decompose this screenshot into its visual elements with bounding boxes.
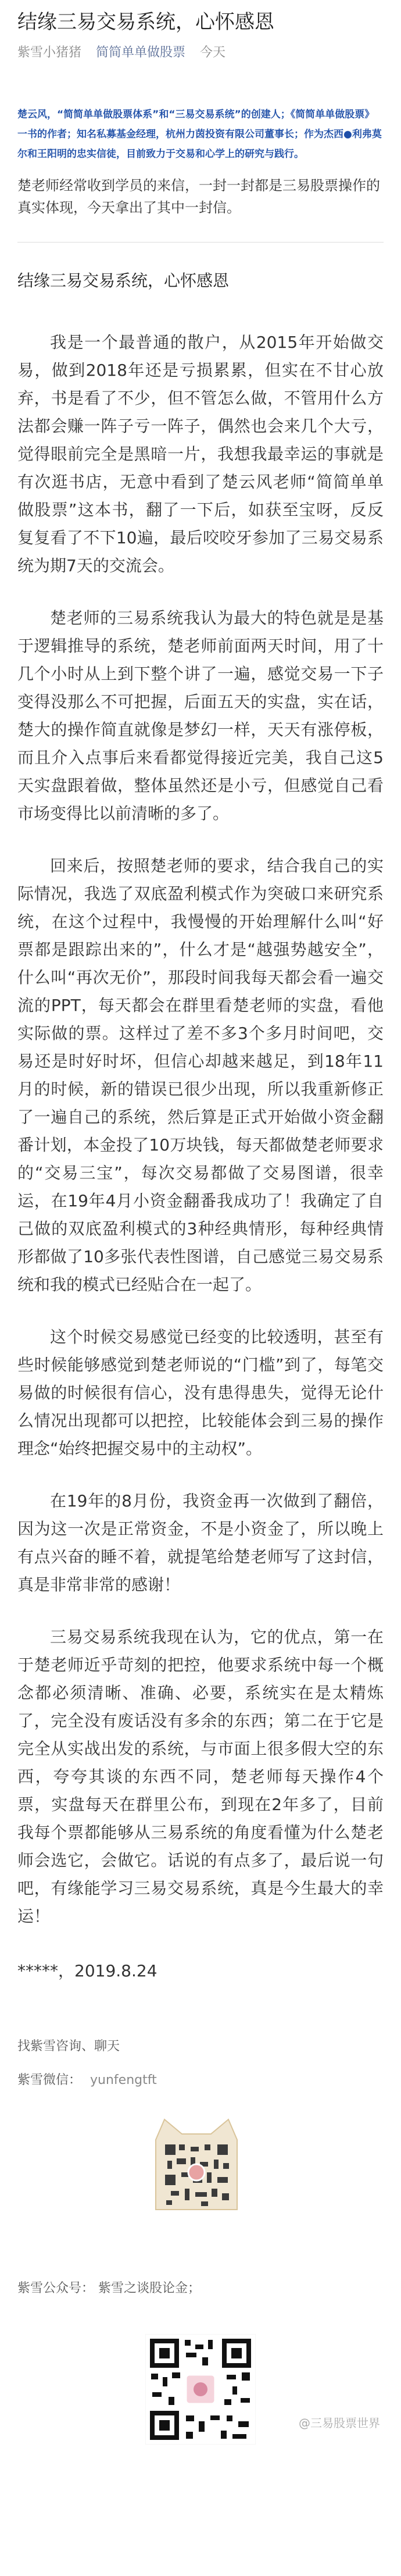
author-name: 紫雪小猪猪	[17, 45, 82, 60]
contact-section	[17, 2035, 384, 2092]
signature: *****，2019.8.24	[17, 1961, 157, 1980]
wechat-label: 紫雪微信：	[17, 2073, 82, 2087]
official-account-qr-code-image	[145, 2334, 256, 2445]
paragraph: 回来后，按照楚老师的要求，结合我自己的实际情况，我选了双底盈利模式作为突破口来研究系统，在这个过程中，我慢慢的开始理解什么叫“好票都是跟踪出来的”，什么才是“越强势越安全”，什么叫“再次无价”，那段时间我每天都会看一遍交流的PPT，每天都会在群里看楚老师的实盘，看他实际做的票。这样过了差不多3个多月时间吧，交易还是时好时坏，但信心却越来越足，到18年11月的时候，新的错误已很少出现，所以我重新修正了一遍自己的系统，然后算是正式开始做小资金翻番计划，本金投了10万块钱，每天都做楚老师要求的“交易三宝”，每次交易都做了交易图谱，很幸运，在19年4月小资金翻番我成功了！我确定了自己做的双底盈利模式的3种经典情形，每种经典情形都做了10多张代表性图谱，自己感觉三易交易系统和我的模式已经贴合在一起了。	[17, 856, 384, 1294]
account-link[interactable]: 简简单单做股票	[96, 45, 186, 60]
paragraph: 三易交易系统我现在认为，它的优点，第一在于楚老师近乎苛刻的把控，他要求系统中每一个概念都必须清晰、准确、必要，系统实在是太精炼了，完全没有废话没有多余的东西；第二在于它是完全从实战出发的系统，与市面上很多假大空的东西，夸夸其谈的东西不同，楚老师每天操作4个票，实盘每天在群里公布，到现在2年多了，目前我每个票都能够从三易系统的角度看懂为什么楚老师会选它，会做它。话说的有点多了，最后说一句吧，有缘能学习三易交易系统，真是今生最大的幸运！	[17, 1627, 384, 1926]
oa-name: 紫雪之谈股论金；	[98, 2281, 201, 2296]
cat-qr-icon	[150, 2117, 243, 2214]
wechat-qr-code-image	[150, 2117, 243, 2214]
contact-line: 找紫雪咨询、聊天	[17, 2039, 120, 2054]
wechat-id: yunfengtft	[90, 2073, 157, 2087]
divider	[17, 242, 384, 243]
author-intro: 楚云风，“简简单单做股票体系”和“三易交易系统”的创建人；《简简单单做股票》一书的作者；知名私募基金经理，杭州力茵投资有限公司董事长；作为杰西●利弗莫尔和王阳明的忠实信徒，目前致力于交易和心学上的研究与践行。	[17, 109, 382, 160]
paragraph: 这个时候交易感觉已经变的比较透明，甚至有些时候能够感觉到楚老师说的“门槛”到了，每笔交易做的时候很有信心，没有患得患失，觉得无论什么情况出现都可以把控，比较能体会到三易的操作理念“始终把握交易中的主动权”。	[17, 1327, 384, 1458]
wechat-line	[17, 2069, 384, 2092]
oa-label: 紫雪公众号：	[17, 2281, 95, 2296]
paragraph: 楚老师的三易系统我认为最大的特色就是是基于逻辑推导的系统，楚老师前面两天时间，用了十几个小时从上到下整个讲了一遍，感觉交易一下子变得没那么不可把握，后面五天的实盘，实在话，楚大的操作简直就像是梦幻一样，天天有涨停板，而且介入点事后来看都觉得接近完美，我自己这5天实盘跟着做，整体虽然还是小亏，但感觉自己看市场变得比以前清晰的多了。	[17, 608, 384, 823]
article-title: 结缘三易交易系统，心怀感恩	[17, 10, 274, 34]
paragraph: 在19年的8月份，我资金再一次做到了翻倍，因为这一次是正常资金，不是小资金了，所以晚上有点兴奋的睡不着，就提笔给楚老师写了这封信，真是非常非常的感谢！	[17, 1491, 384, 1594]
article-meta	[17, 44, 384, 62]
watermark: @三易股票世界	[299, 2416, 380, 2430]
article-header	[0, 0, 401, 62]
publish-date: 今天	[200, 45, 226, 60]
section-title: 结缘三易交易系统，心怀感恩	[17, 271, 230, 290]
intro-text: 楚老师经常收到学员的来信，一封一封都是三易股票操作的真实体现，今天拿出了其中一封信。	[17, 177, 380, 216]
paragraph: 我是一个最普通的散户，从2015年开始做交易，做到2018年还是亏损累累，但实在不甘心放弃，书是看了不少，但不管怎么做，不管用什么方法都会赚一阵子亏一阵子，偶然也会来几个大亏，觉得眼前完全是黑暗一片，我想我最幸运的事就是有次逛书店，无意中看到了楚云风老师“简简单单做股票”这本书，翻了一下后，如获至宝呀，反反复复看了不下10遍，最后咬咬牙参加了三易交易系统为期7天的交流会。	[17, 333, 384, 575]
qr-code-icon	[145, 2334, 256, 2445]
official-account-line	[17, 2278, 384, 2299]
